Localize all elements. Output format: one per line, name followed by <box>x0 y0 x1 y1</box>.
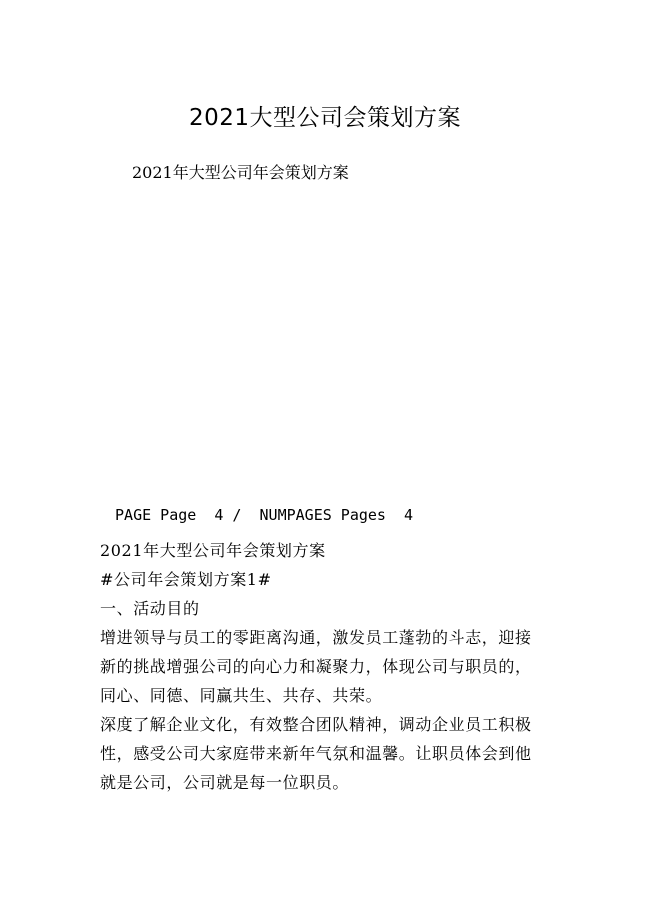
document-body <box>100 536 570 797</box>
paragraph-line: 增进领导与员工的零距离沟通，激发员工蓬勃的斗志，迎接 <box>100 628 532 647</box>
page-number-field: PAGE Page 4 / NUMPAGES Pages 4 <box>106 506 414 524</box>
document-title: 2021大型公司会策划方案 <box>188 105 462 131</box>
paragraph-line: 新的挑战增强公司的向心力和凝聚力，体现公司与职员的， <box>100 657 532 676</box>
body-line-section-title: 一、活动目的 <box>100 599 200 618</box>
paragraph-line: 同心、同德、同赢共生、共存、共荣。 <box>100 686 383 705</box>
document-subtitle: 2021年大型公司年会策划方案 <box>132 163 349 182</box>
body-line-section-tag: #公司年会策划方案1# <box>100 570 272 589</box>
body-line-heading: 2021年大型公司年会策划方案 <box>100 541 326 560</box>
paragraph-line: 深度了解企业文化，有效整合团队精神，调动企业员工积极 <box>100 715 532 734</box>
paragraph-line: 性，感受公司大家庭带来新年气氛和温馨。让职员体会到他 <box>100 744 532 763</box>
paragraph-line: 就是公司，公司就是每一位职员。 <box>100 773 350 792</box>
